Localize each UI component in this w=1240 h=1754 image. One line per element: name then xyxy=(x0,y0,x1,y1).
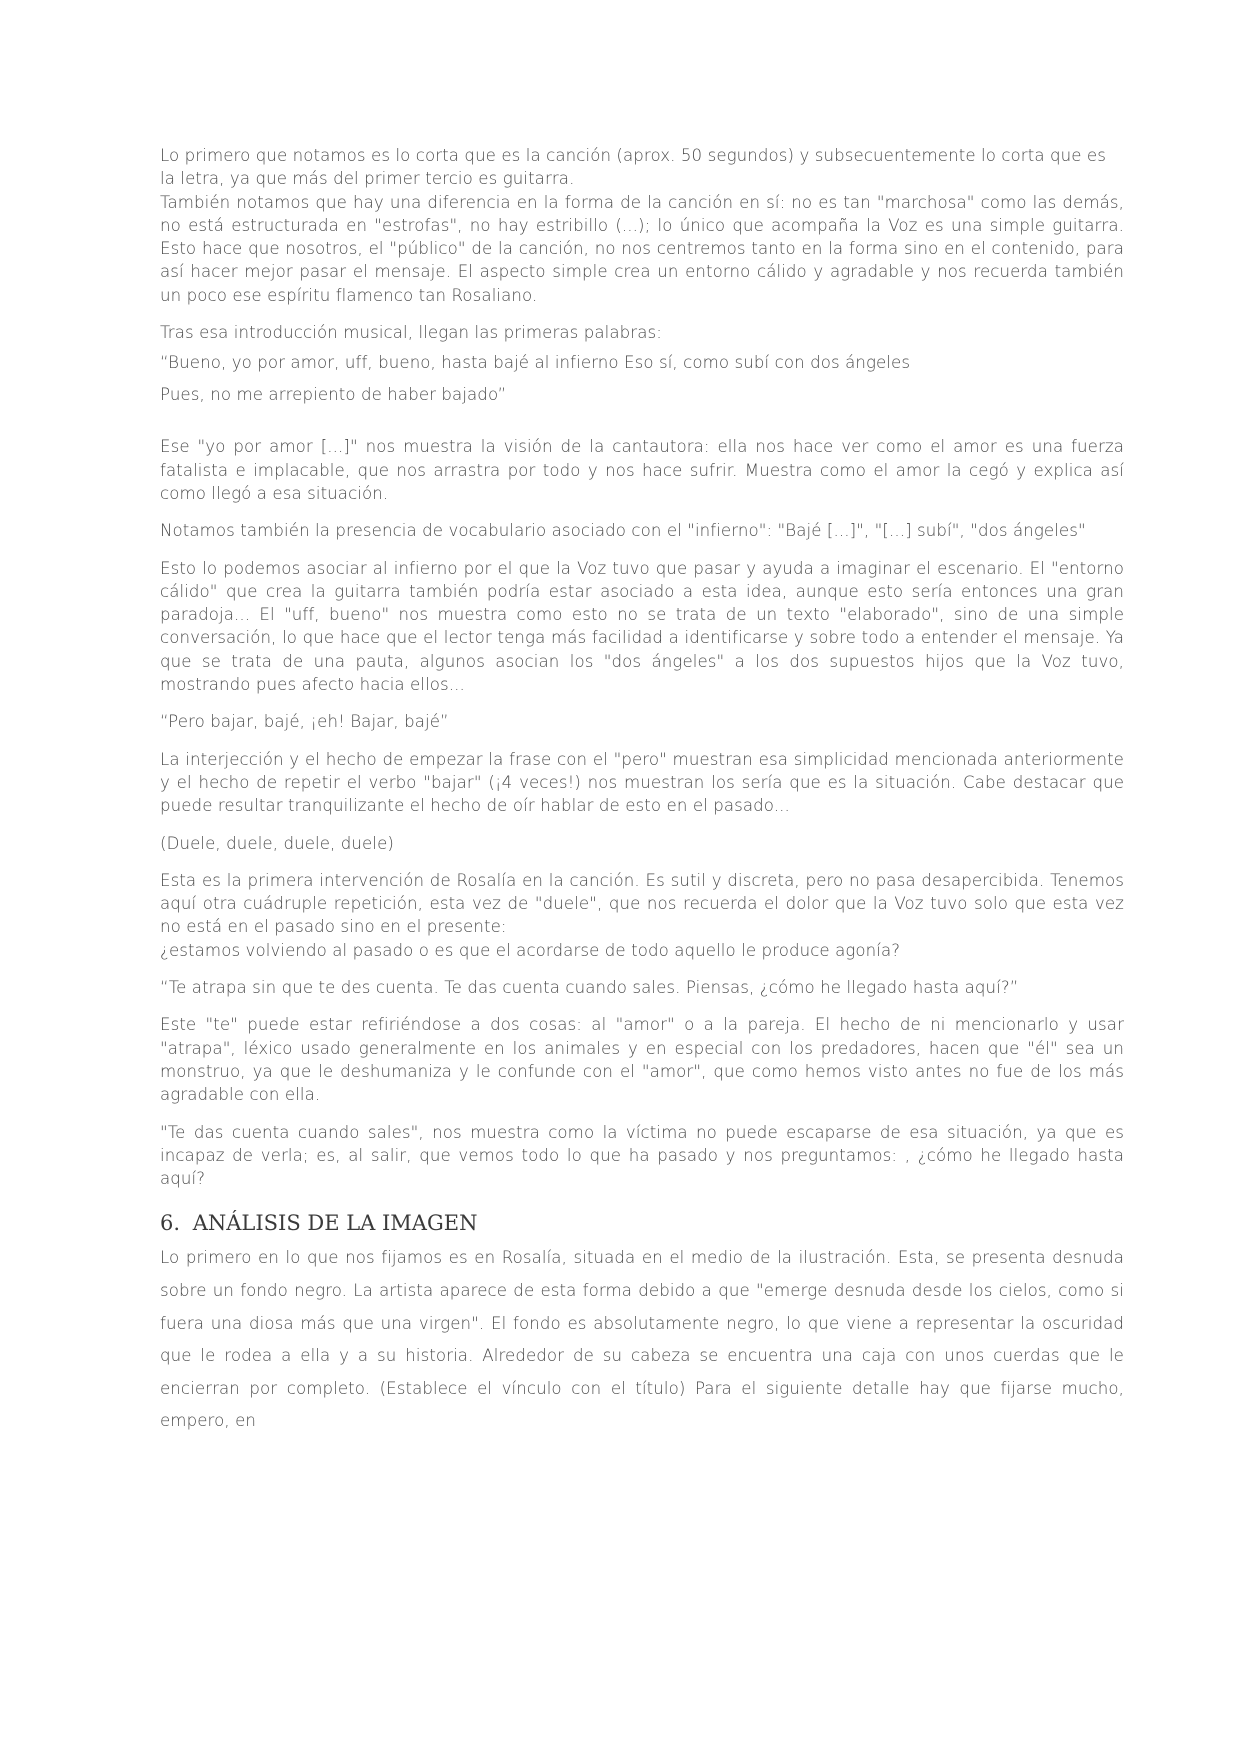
paragraph-rosalia-first xyxy=(160,869,1124,962)
paragraph-text: Esta es la primera intervención de Rosalía en la canción. Es sutil y discreta, pero no pasa desapercibida. Tenemos aquí otra cuádruple repetición, esta vez de "duele", que nos recuerda el dolor que la Voz tuvo solo que esta vez no está en el pasado sino en el presente: xyxy=(160,870,1124,937)
paragraph-te: Este "te" puede estar refiriéndose a dos cosas: al "amor" o a la pareja. El hecho de ni mencionarlo y usar "atrapa", léxico usado generalmente en los animales y en especial con los predadores, hacen que "él" sea un monstruo, ya que le deshumaniza y le confunde con el "amor", que como hemos visto antes no fue de los más agradable con ella. xyxy=(160,1015,1124,1105)
lyrics-line: “Bueno, yo por amor, uff, bueno, hasta bajé al infierno Eso sí, como subí con dos ángeles xyxy=(160,353,911,373)
paragraph-vision: Ese "yo por amor [...]" nos muestra la visión de la cantautora: ella nos hace ver como el amor es una fuerza fatalista e implacable, que nos arrastra por todo y nos hace sufrir. Muestra como el amor la cegó y explica así como llegó a esa situación. xyxy=(160,437,1124,503)
lyrics-quote-1 xyxy=(160,347,1124,411)
paragraph-associate: Esto lo podemos asociar al infierno por el que la Voz tuvo que pasar y ayuda a imaginar el escenario. El "entorno cálido" que crea la guitarra también podría estar asociado a esta idea, aunque esto sería entonces una gran paradoja... El "uff, bueno" nos muestra como esto no se trata de un texto "elaborado", sino de una simple conversación, lo que hace que el lector tenga más facilidad a identificarse y sobre todo a entender el mensaje. Ya que se trata de una pauta, algunos asocian los "dos ángeles" a los dos supuestos hijos que la Voz tuvo, mostrando pues afecto hacia ellos... xyxy=(160,558,1124,695)
paragraph-intro: Lo primero que notamos es lo corta que es la canción (aprox. 50 segundos) y subsecuentemente lo corta que es la letra, ya que más del primer tercio es guitarra. xyxy=(160,146,1106,189)
section-number: 6. xyxy=(160,1211,181,1236)
paragraph-image-analysis: Lo primero en lo que nos fijamos es en Rosalía, situada en el medio de la ilustración. Esta, se presenta desnuda sobre un fondo negro. La artista aparece de esta forma debido a que "emerge desnuda desde los cielos, como si fuera una diosa más que una virgen". El fondo es absolutamente negro, lo que viene a representar la oscuridad que le rodea a ella y a su historia. Alrededor de su cabeza se encuentra una caja con unos cuerdas que le encierran por completo. (Establece el vínculo con el título) Para el siguiente detalle hay que fijarse mucho, empero, en xyxy=(160,1248,1124,1431)
lyrics-quote-3: (Duele, duele, duele, duele) xyxy=(160,833,394,853)
paragraph-question: ¿estamos volviendo al pasado o es que el acordarse de todo aquello le produce agonía? xyxy=(160,940,901,960)
lyrics-line: Pues, no me arrepiento de haber bajado” xyxy=(160,385,507,405)
paragraph-vocabulary: Notamos también la presencia de vocabulario asociado con el "infierno": "Bajé [...]", "[...] subí", "dos ángeles" xyxy=(160,521,1086,541)
section-heading xyxy=(160,1206,1124,1240)
paragraph-intro-words: Tras esa introducción musical, llegan las primeras palabras: xyxy=(160,323,662,343)
section-title: ANÁLISIS DE LA IMAGEN xyxy=(192,1211,478,1236)
lyrics-quote-4: “Te atrapa sin que te des cuenta. Te das cuenta cuando sales. Piensas, ¿cómo he llegado hasta aquí?” xyxy=(160,978,1019,998)
document-page xyxy=(160,144,1124,1438)
paragraph-victim: "Te das cuenta cuando sales", nos muestra como la víctima no puede escaparse de esa situación, ya que es incapaz de verla; es, al salir, que vemos todo lo que ha pasado y nos preguntamos: , ¿cómo he llegado hasta aquí? xyxy=(160,1122,1124,1189)
paragraph-song-form: También notamos que hay una diferencia en la forma de la canción en sí: no es tan "marchosa" como las demás, no está estructurada en "estrofas", no hay estribillo (...); lo único que acompaña la Voz es una simple guitarra. Esto hace que nosotros, el "público" de la canción, no nos centremos tanto en la forma sino en el contenido, para así hacer mejor pasar el mensaje. El aspecto simple crea un entorno cálido y agradable y nos recuerda también un poco ese espíritu flamenco tan Rosaliano. xyxy=(160,192,1124,305)
lyrics-quote-2: “Pero bajar, bajé, ¡eh! Bajar, bajé” xyxy=(160,712,449,732)
paragraph-interjection: La interjección y el hecho de empezar la frase con el "pero" muestran esa simplicidad mencionada anteriormente y el hecho de repetir el verbo "bajar" (¡4 veces!) nos muestran los sería que es la situación. Cabe destacar que puede resultar tranquilizante el hecho de oír hablar de esto en el pasado... xyxy=(160,749,1124,816)
